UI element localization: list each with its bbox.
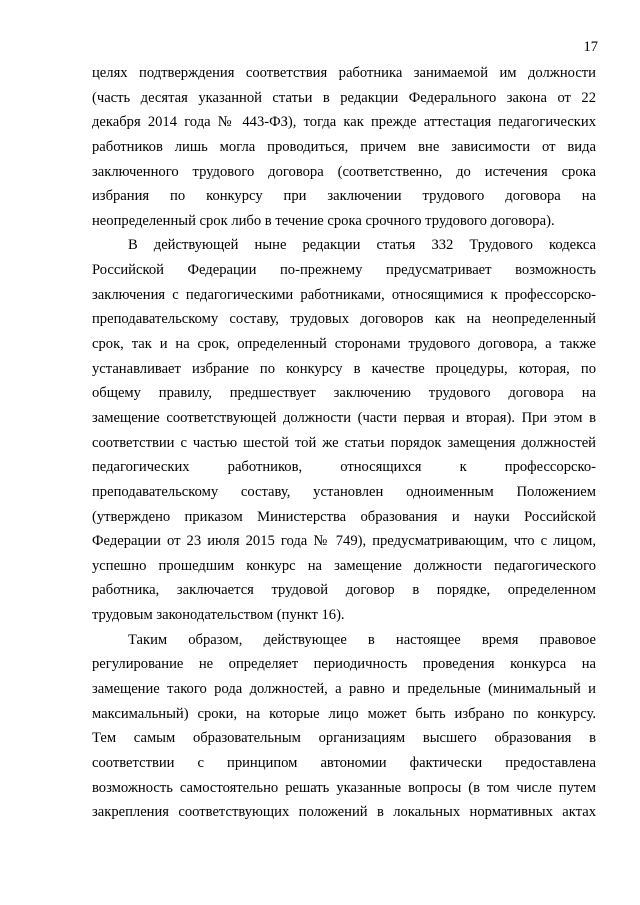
text-line: декабря 2014 года № 443-ФЗ), тогда как прежде аттестация педагогических	[92, 114, 596, 131]
text-line: преподавательскому составу, трудовых договоров как на неопределенный	[92, 311, 596, 328]
text-line: замещение соответствующей должности (части первая и вторая). При этом в	[92, 409, 596, 426]
text-line: соответствии с частью шестой той же статьи порядок замещения должностей	[92, 434, 596, 451]
text-line: неопределенный срок либо в течение срока срочного трудового договора).	[92, 212, 555, 229]
text-line: устанавливает избрание по конкурсу в качестве процедуры, которая, по	[92, 360, 596, 377]
text-line: успешно прошедшим конкурс на замещение должности педагогического	[92, 557, 596, 574]
text-line: заключения с педагогическими работниками, относящимися к профессорско-	[92, 286, 596, 303]
text-line: преподавательскому составу, установлен одноименным Положением	[92, 483, 596, 500]
text-line: Тем самым образовательным организациям высшего образования в	[92, 730, 596, 747]
text-line: педагогических работников, относящихся к профессорско-	[92, 459, 596, 476]
body-text	[92, 61, 596, 825]
text-line: избрания по конкурсу при заключении трудового договора на	[92, 188, 596, 205]
page-number: 17	[583, 39, 598, 55]
text-line: замещение такого рода должностей, а равно и предельные (минимальный и	[92, 681, 596, 698]
text-line: общему правилу, предшествует заключению трудового договора на	[92, 385, 596, 402]
text-line: трудовым законодательством (пункт 16).	[92, 607, 345, 624]
text-line: (утверждено приказом Министерства образования и науки Российской	[92, 508, 596, 525]
text-line: работников лишь могла проводиться, причем вне зависимости от вида	[92, 138, 596, 155]
text-line: Российской Федерации по-прежнему предусматривает возможность	[92, 262, 596, 279]
text-line: регулирование не определяет периодичность проведения конкурса на	[92, 656, 596, 673]
text-line: возможность самостоятельно решать указанные вопросы (в том числе путем	[92, 779, 596, 796]
text-line: соответствии с принципом автономии фактически предоставлена	[92, 754, 596, 771]
text-line: работника, заключается трудовой договор в порядке, определенном	[92, 582, 596, 599]
text-line: максимальный) сроки, на которые лицо может быть избрано по конкурсу.	[92, 705, 596, 722]
text-line: срок, так и на срок, определенный сторонами трудового договора, а также	[92, 336, 596, 353]
text-line: закрепления соответствующих положений в локальных нормативных актах	[92, 804, 596, 821]
text-line: Федерации от 23 июля 2015 года № 749), предусматривающим, что с лицом,	[92, 533, 596, 550]
text-line: заключенного трудового договора (соответственно, до истечения срока	[92, 163, 596, 180]
text-line: Таким образом, действующее в настоящее время правовое	[128, 631, 596, 648]
text-line: целях подтверждения соответствия работника занимаемой им должности	[92, 65, 596, 81]
text-line: (часть десятая указанной статьи в редакции Федерального закона от 22	[92, 89, 596, 106]
text-line: В действующей ныне редакции статья 332 Трудового кодекса	[128, 237, 596, 254]
